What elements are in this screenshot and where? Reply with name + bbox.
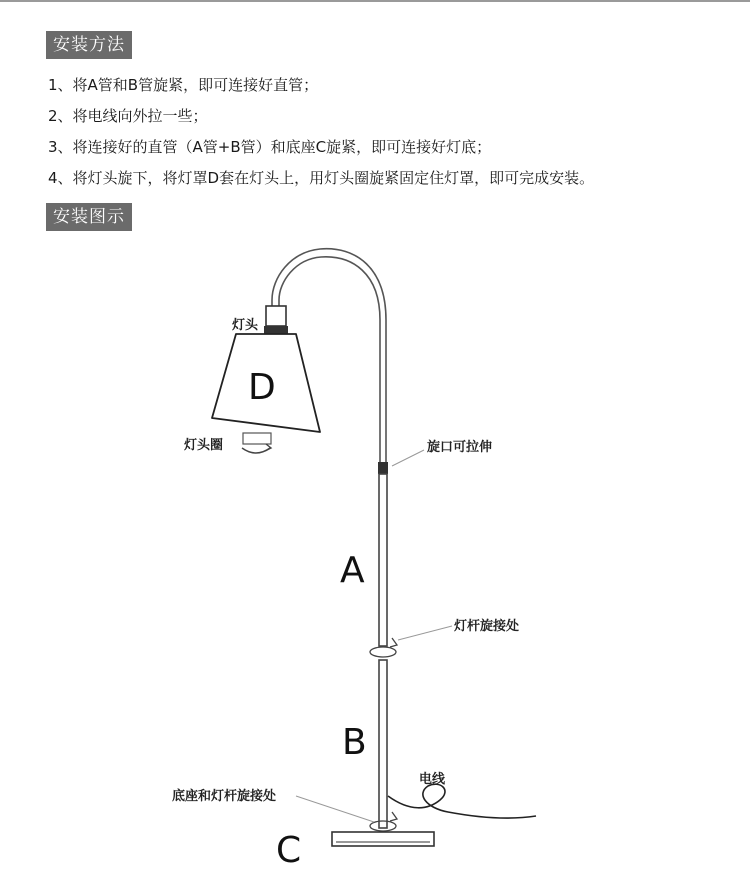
step-1: 1、将A管和B管旋紧，即可连接好直管； — [48, 76, 319, 94]
label-stretch: 旋口可拉伸 — [427, 440, 493, 455]
step-3: 3、将连接好的直管（A管+B管）和底座C旋紧，即可连接好灯底； — [48, 138, 492, 156]
head-ring — [243, 433, 271, 444]
pole-joint-rotation — [370, 647, 396, 657]
label-pipe-a: A — [340, 550, 365, 591]
stretch-leader-line — [392, 450, 424, 466]
label-lamp-head: 灯头 — [232, 318, 259, 333]
step-2: 2、将电线向外拉一些； — [48, 107, 208, 125]
label-base-c: C — [276, 830, 302, 871]
base-joint-arrowhead — [390, 812, 397, 821]
label-shade-d: D — [248, 367, 276, 408]
pole-joint-leader-line — [398, 626, 452, 640]
power-wire — [388, 784, 536, 818]
pipe-b — [379, 660, 387, 828]
pipe-a — [379, 474, 387, 646]
pole-joint-arrowhead — [390, 638, 397, 647]
base-joint-leader-line — [296, 796, 374, 822]
lamp-head-socket — [266, 306, 286, 326]
section-title-diagram: 安装图示 — [46, 203, 132, 231]
label-wire: 电线 — [419, 772, 446, 787]
lamp-head-thread — [264, 326, 288, 334]
stretch-collar — [378, 462, 388, 474]
label-base-joint: 底座和灯杆旋接处 — [172, 789, 277, 804]
section-title-method: 安装方法 — [46, 31, 132, 59]
head-ring-arrowhead — [265, 444, 271, 451]
step-4: 4、将灯头旋下，将灯罩D套在灯头上，用灯头圈旋紧固定住灯罩，即可完成安装。 — [48, 169, 595, 187]
lamp-base — [332, 832, 434, 846]
label-pipe-b: B — [342, 722, 367, 763]
label-head-ring: 灯头圈 — [184, 438, 224, 453]
label-pole-joint: 灯杆旋接处 — [454, 619, 520, 634]
